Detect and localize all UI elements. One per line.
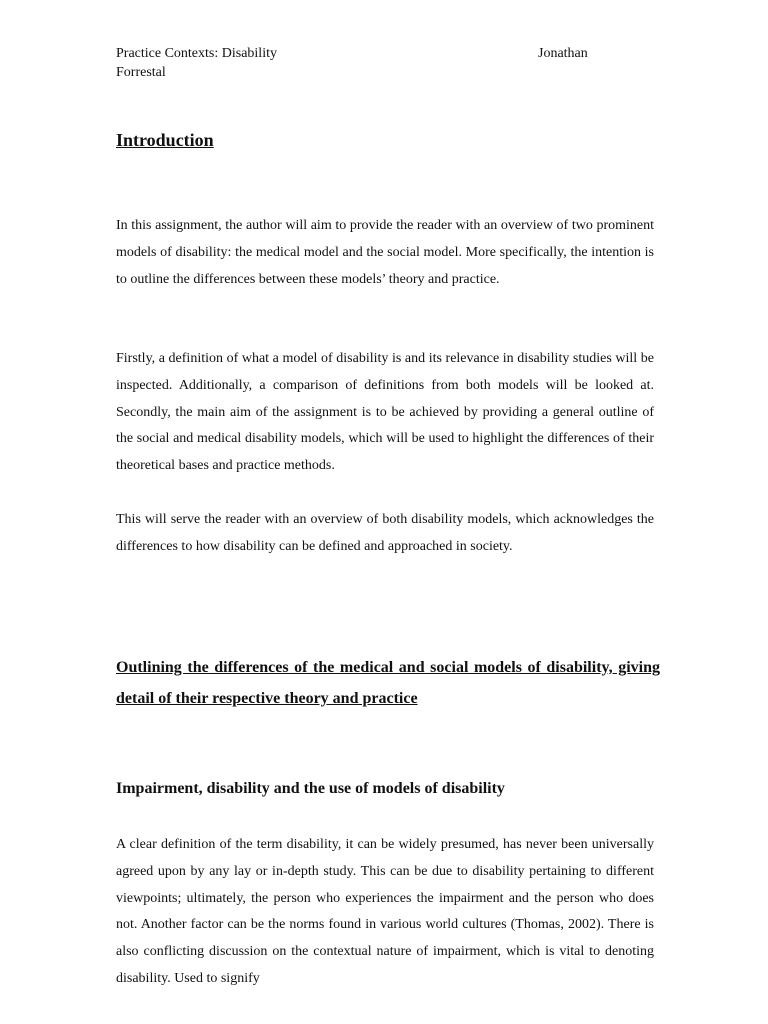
introduction-heading: Introduction [116, 130, 214, 150]
document-page [116, 44, 660, 986]
header-course-title: Practice Contexts: Disability [116, 46, 277, 61]
header-author-first-name: Jonathan [538, 46, 588, 61]
section-heading: Outlining the differences of the medical and social models of disability, giving detail of their respective theory and practice [116, 659, 660, 707]
subsection-heading: Impairment, disability and the use of models of disability [116, 780, 505, 797]
introduction-paragraph: This will serve the reader with an overview of both disability models, which acknowledges the differences to how disability can be defined and approached in society. [116, 512, 654, 554]
page-header [116, 44, 654, 82]
introduction-paragraph: Firstly, a definition of what a model of disability is and its relevance in disability studies will be inspected. Additionally, a comparison of definitions from both models will be looked at. Secondly, the main aim of the assignment is to be achieved by providing a general outline of the social and medical disability models, which will be used to highlight the differences of their theoretical bases and practice methods. [116, 351, 654, 474]
section-paragraph: A clear definition of the term disability, it can be widely presumed, has never been universally agreed upon by any lay or in-depth study. This can be due to disability pertaining to different viewpoints; ultimately, the person who experiences the impairment and the person who does not. Another factor can be the norms found in various world cultures (Thomas, 2002). There is also conflicting discussion on the contextual nature of impairment, which is vital to denoting disability. Used to signify [116, 837, 654, 986]
introduction-paragraph: In this assignment, the author will aim to provide the reader with an overview of two prominent models of disability: the medical model and the social model. More specifically, the intention is to outline the differences between these models’ theory and practice. [116, 218, 654, 287]
header-author-last-name: Forrestal [116, 65, 166, 80]
